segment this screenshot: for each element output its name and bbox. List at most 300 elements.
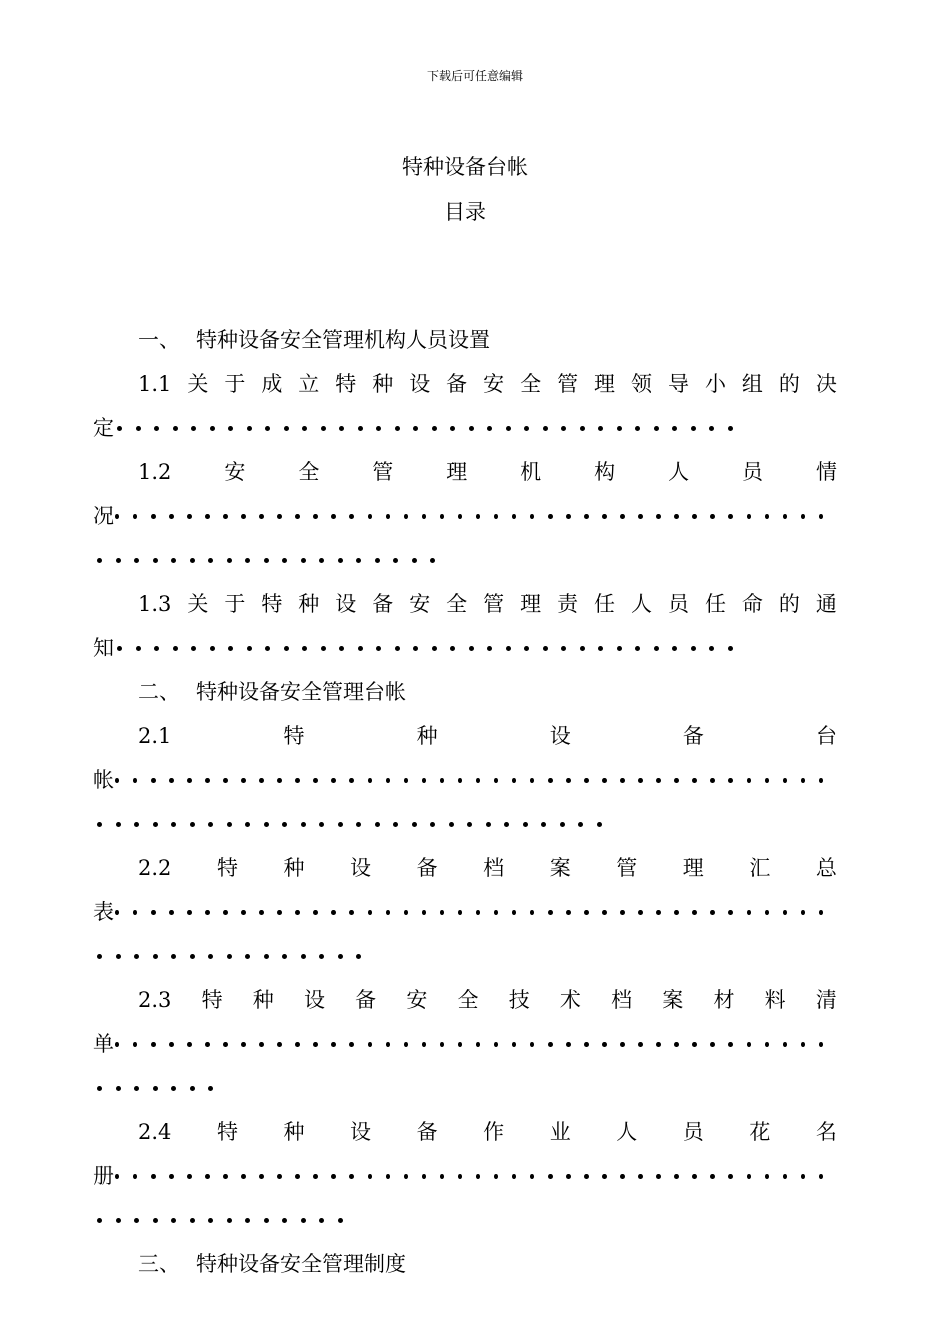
leader-dot xyxy=(548,514,553,519)
toc-section-title: 特种设备安全管理台帐 xyxy=(196,680,406,704)
leader-dot xyxy=(656,1042,661,1047)
leader-dot xyxy=(580,646,585,651)
leader-dot xyxy=(602,910,607,915)
toc-entry-char: 管 xyxy=(557,372,579,396)
leader-dot xyxy=(530,1042,535,1047)
leader-dot xyxy=(783,1174,788,1179)
toc-entry-leader-line xyxy=(93,1022,837,1066)
leader-dot xyxy=(469,426,474,431)
leader-dot xyxy=(476,1174,481,1179)
leader-dot xyxy=(432,426,437,431)
leader-dot xyxy=(115,1042,120,1047)
leader-dot xyxy=(620,514,625,519)
leader-dot xyxy=(692,1174,697,1179)
leader-dot xyxy=(331,778,336,783)
leader-dot xyxy=(116,558,121,563)
toc-entry-char: 种 xyxy=(416,724,438,748)
leader-dot xyxy=(654,646,659,651)
leader-dot xyxy=(210,426,215,431)
leader-dot xyxy=(208,1218,213,1223)
toc-entry-char: 特 xyxy=(283,724,305,748)
leader-dot xyxy=(819,1174,824,1179)
leader-dot xyxy=(584,778,589,783)
leader-dot xyxy=(635,646,640,651)
leader-dot xyxy=(458,778,463,783)
leader-dot xyxy=(241,778,246,783)
leader-dot xyxy=(321,646,326,651)
toc-entry-number: 2.4 xyxy=(138,1120,172,1144)
leader-dot xyxy=(819,910,824,915)
leader-dot xyxy=(133,910,138,915)
leader-dot xyxy=(368,910,373,915)
leader-dot xyxy=(487,646,492,651)
leader-dot xyxy=(449,822,454,827)
toc-section[interactable] xyxy=(93,1242,837,1286)
toc-entry-char: 责 xyxy=(557,592,579,616)
leader-dot xyxy=(368,514,373,519)
leader-dot xyxy=(134,954,139,959)
leader-dot xyxy=(440,1042,445,1047)
toc-entry-char: 设 xyxy=(350,1120,372,1144)
leader-dot xyxy=(801,514,806,519)
toc-entry-char: 的 xyxy=(778,372,800,396)
toc-entry-char: 理 xyxy=(594,372,616,396)
toc-entry-char: 理 xyxy=(520,592,542,616)
toc-entry[interactable] xyxy=(93,450,837,582)
leader-dot xyxy=(97,558,102,563)
leader-dot xyxy=(358,646,363,651)
toc-entry-char: 备 xyxy=(682,724,704,748)
leader-dot xyxy=(801,1174,806,1179)
leader-dot xyxy=(440,1174,445,1179)
leader-dot xyxy=(494,778,499,783)
toc-entry-number: 2.1 xyxy=(138,724,172,748)
toc-entry-char: 全 xyxy=(446,592,468,616)
leader-dot xyxy=(710,778,715,783)
leader-dot xyxy=(783,1042,788,1047)
leader-dot xyxy=(584,910,589,915)
leader-dot xyxy=(524,646,529,651)
leader-dot xyxy=(710,1042,715,1047)
leader-dot xyxy=(404,514,409,519)
toc-entry-title-line xyxy=(93,978,837,1022)
toc-entry-leader-line xyxy=(93,494,837,538)
leader-dot xyxy=(338,954,343,959)
leader-dot xyxy=(430,822,435,827)
toc-section[interactable] xyxy=(93,670,837,714)
leader-dot xyxy=(356,558,361,563)
leader-dot xyxy=(747,514,752,519)
leader-dot xyxy=(584,514,589,519)
leader-dot xyxy=(205,778,210,783)
leader-dot xyxy=(356,954,361,959)
leader-dot xyxy=(728,1042,733,1047)
leader-dot xyxy=(404,910,409,915)
leader-dot xyxy=(765,910,770,915)
leader-dot xyxy=(241,514,246,519)
leader-dot xyxy=(154,646,159,651)
leader-dot xyxy=(301,558,306,563)
toc-section[interactable] xyxy=(93,318,837,362)
leader-dot xyxy=(349,778,354,783)
toc-entry-char: 理 xyxy=(682,856,704,880)
leader-dot xyxy=(801,1042,806,1047)
leader-dot xyxy=(458,1042,463,1047)
leader-dot xyxy=(282,822,287,827)
leader-dot xyxy=(151,1174,156,1179)
leader-dot xyxy=(265,426,270,431)
toc-entry-number: 1.3 xyxy=(138,592,172,616)
toc-section-number: 二、 xyxy=(138,680,180,704)
toc-entry-char: 设 xyxy=(303,988,325,1012)
leader-dot xyxy=(284,646,289,651)
leader-dot xyxy=(331,1042,336,1047)
leader-dot xyxy=(319,1218,324,1223)
leader-dot xyxy=(376,646,381,651)
leader-dot xyxy=(331,514,336,519)
leader-dot xyxy=(458,910,463,915)
leader-dot xyxy=(566,514,571,519)
leader-dot xyxy=(208,1086,213,1091)
leader-dot xyxy=(282,1218,287,1223)
leader-dot xyxy=(259,514,264,519)
leader-dot xyxy=(171,1218,176,1223)
leader-dot xyxy=(295,910,300,915)
toc-entry[interactable] xyxy=(93,978,837,1110)
toc-entry[interactable] xyxy=(93,714,837,846)
leader-dot xyxy=(422,910,427,915)
toc-entry-char: 机 xyxy=(520,460,542,484)
leader-dot xyxy=(530,910,535,915)
toc-entry-title-line xyxy=(93,450,837,494)
leader-dot xyxy=(620,1174,625,1179)
toc-entry-char: 人 xyxy=(668,460,690,484)
leader-dot xyxy=(205,514,210,519)
leader-dot xyxy=(765,778,770,783)
toc-entry-char: 设 xyxy=(549,724,571,748)
toc-entry-char: 通 xyxy=(815,592,837,616)
leader-dot xyxy=(524,426,529,431)
toc-entry-char: 于 xyxy=(224,372,246,396)
leader-dot xyxy=(422,778,427,783)
leader-dot xyxy=(656,778,661,783)
leader-dot xyxy=(228,426,233,431)
leader-dot xyxy=(247,426,252,431)
toc-heading: 目录 xyxy=(444,200,486,224)
toc-entry-char: 立 xyxy=(298,372,320,396)
leader-dot xyxy=(638,1174,643,1179)
toc-entry-char: 清 xyxy=(815,988,837,1012)
leader-dot xyxy=(412,558,417,563)
leader-dot xyxy=(386,514,391,519)
leader-dot xyxy=(728,778,733,783)
leader-dot xyxy=(674,1174,679,1179)
leader-dot xyxy=(302,646,307,651)
leader-dot xyxy=(598,426,603,431)
leader-dot xyxy=(783,514,788,519)
leader-dot xyxy=(602,1042,607,1047)
leader-dot xyxy=(450,426,455,431)
toc-entry-char: 构 xyxy=(594,460,616,484)
leader-dot xyxy=(349,514,354,519)
leader-dot xyxy=(654,426,659,431)
toc-section-number: 一、 xyxy=(138,328,180,352)
leader-dot xyxy=(494,514,499,519)
leader-dot xyxy=(153,558,158,563)
toc-entry-char: 材 xyxy=(713,988,735,1012)
leader-dot xyxy=(728,514,733,519)
leader-dot xyxy=(338,1218,343,1223)
leader-dot xyxy=(692,514,697,519)
toc-entry-char: 领 xyxy=(631,372,652,396)
toc-entry[interactable] xyxy=(93,362,837,450)
toc-entry-tail-char: 知 xyxy=(93,636,114,660)
leader-dot xyxy=(404,778,409,783)
leader-dot xyxy=(223,514,228,519)
toc-entry-char: 全 xyxy=(457,988,479,1012)
leader-dot xyxy=(171,954,176,959)
toc-entry-char: 备 xyxy=(416,1120,438,1144)
leader-dot xyxy=(117,646,122,651)
leader-dot xyxy=(277,778,282,783)
leader-dot xyxy=(393,558,398,563)
leader-dot xyxy=(134,558,139,563)
leader-dot xyxy=(512,1042,517,1047)
toc-entry-char: 管 xyxy=(616,856,638,880)
leader-dot xyxy=(710,1174,715,1179)
toc-entry-char: 种 xyxy=(283,1120,305,1144)
toc-entry-char: 术 xyxy=(559,988,581,1012)
leader-dot xyxy=(635,426,640,431)
leader-dot xyxy=(97,1218,102,1223)
leader-dot xyxy=(432,646,437,651)
toc-entry-title-line xyxy=(93,362,837,406)
toc-entry-char: 人 xyxy=(616,1120,638,1144)
toc-entry-leader-continuation xyxy=(93,934,837,978)
leader-dot xyxy=(561,426,566,431)
leader-dot xyxy=(205,910,210,915)
leader-dot xyxy=(674,1042,679,1047)
leader-dot xyxy=(116,1086,121,1091)
toc-entry-char: 特 xyxy=(261,592,283,616)
leader-dot xyxy=(386,1174,391,1179)
leader-dot xyxy=(486,822,491,827)
leader-dot xyxy=(692,778,697,783)
leader-dot xyxy=(506,646,511,651)
leader-dot xyxy=(169,910,174,915)
leader-dot xyxy=(620,1042,625,1047)
toc-entry-char: 种 xyxy=(372,372,394,396)
toc-entry-char: 情 xyxy=(815,460,837,484)
leader-dot xyxy=(171,1086,176,1091)
toc-entry-char: 关 xyxy=(187,592,209,616)
toc-entry-char: 安 xyxy=(224,460,246,484)
leader-dot xyxy=(319,558,324,563)
toc-entry-char: 组 xyxy=(741,372,763,396)
leader-dot xyxy=(530,514,535,519)
leader-dot xyxy=(494,1042,499,1047)
leader-dot xyxy=(171,822,176,827)
leader-dot xyxy=(548,1042,553,1047)
leader-dot xyxy=(227,558,232,563)
leader-dot xyxy=(169,514,174,519)
leader-dot xyxy=(710,910,715,915)
toc-entry-title-line xyxy=(93,846,837,890)
toc-entry-leader-continuation xyxy=(93,1198,837,1242)
toc-entry-char: 特 xyxy=(201,988,223,1012)
leader-dot xyxy=(187,778,192,783)
leader-dot xyxy=(422,514,427,519)
leader-dot xyxy=(169,1174,174,1179)
leader-dot xyxy=(523,822,528,827)
leader-dot xyxy=(728,910,733,915)
leader-dot xyxy=(728,1174,733,1179)
leader-dot xyxy=(264,954,269,959)
leader-dot xyxy=(597,822,602,827)
leader-dot xyxy=(264,558,269,563)
leader-dot xyxy=(504,822,509,827)
leader-dot xyxy=(259,1042,264,1047)
leader-dot xyxy=(375,822,380,827)
leader-dot xyxy=(356,822,361,827)
leader-dot xyxy=(153,822,158,827)
leader-dot xyxy=(227,822,232,827)
leader-dot xyxy=(413,426,418,431)
leader-dot xyxy=(282,558,287,563)
leader-dot xyxy=(765,1042,770,1047)
leader-dot xyxy=(154,426,159,431)
leader-dot xyxy=(277,514,282,519)
leader-dot xyxy=(116,822,121,827)
toc-entry-char: 汇 xyxy=(749,856,771,880)
leader-dot xyxy=(440,778,445,783)
leader-dot xyxy=(205,1042,210,1047)
toc-entry[interactable] xyxy=(93,846,837,978)
leader-dot xyxy=(277,1174,282,1179)
leader-dot xyxy=(319,822,324,827)
leader-dot xyxy=(338,822,343,827)
leader-dot xyxy=(208,822,213,827)
toc-entry-char: 关 xyxy=(187,372,209,396)
leader-dot xyxy=(339,646,344,651)
toc-entry-char: 于 xyxy=(224,592,246,616)
toc-entry-char: 的 xyxy=(778,592,800,616)
leader-dot xyxy=(277,910,282,915)
leader-dot xyxy=(638,910,643,915)
leader-dot xyxy=(116,954,121,959)
leader-dot xyxy=(133,778,138,783)
toc-entry-title-line xyxy=(93,1110,837,1154)
toc-entry-char: 全 xyxy=(298,460,320,484)
leader-dot xyxy=(153,1218,158,1223)
leader-dot xyxy=(282,954,287,959)
leader-dot xyxy=(620,910,625,915)
leader-dot xyxy=(422,1042,427,1047)
leader-dot xyxy=(245,954,250,959)
toc-entry-char: 理 xyxy=(446,460,468,484)
leader-dot xyxy=(617,426,622,431)
leader-dot xyxy=(295,1174,300,1179)
toc-section-title: 特种设备安全管理制度 xyxy=(196,1252,406,1276)
leader-dot xyxy=(512,514,517,519)
leader-dot xyxy=(543,646,548,651)
leader-dot xyxy=(223,910,228,915)
leader-dot xyxy=(187,910,192,915)
leader-dot xyxy=(386,1042,391,1047)
leader-dot xyxy=(393,822,398,827)
leader-dot xyxy=(265,646,270,651)
leader-dot xyxy=(134,1218,139,1223)
leader-dot xyxy=(151,514,156,519)
leader-dot xyxy=(301,1218,306,1223)
toc-entry-leader-continuation xyxy=(93,802,837,846)
leader-dot xyxy=(440,910,445,915)
leader-dot xyxy=(151,1042,156,1047)
leader-dot xyxy=(819,778,824,783)
leader-dot xyxy=(422,1174,427,1179)
leader-dot xyxy=(313,778,318,783)
leader-dot xyxy=(765,514,770,519)
leader-dot xyxy=(620,778,625,783)
leader-dot xyxy=(208,558,213,563)
toc-entry-tail-char: 帐 xyxy=(93,768,114,792)
leader-dot xyxy=(692,910,697,915)
leader-dot xyxy=(404,1042,409,1047)
leader-dot xyxy=(674,778,679,783)
leader-dot xyxy=(506,426,511,431)
leader-dot xyxy=(349,1042,354,1047)
leader-dot xyxy=(560,822,565,827)
leader-dot xyxy=(247,646,252,651)
leader-dot xyxy=(476,778,481,783)
toc-entry-char: 决 xyxy=(815,372,837,396)
toc-entry-char: 员 xyxy=(742,460,764,484)
leader-dot xyxy=(386,778,391,783)
leader-dot xyxy=(97,822,102,827)
leader-dot xyxy=(190,822,195,827)
leader-dot xyxy=(259,910,264,915)
leader-dot xyxy=(710,514,715,519)
leader-dot xyxy=(321,426,326,431)
leader-dot xyxy=(602,514,607,519)
toc-entry-leader-line xyxy=(93,758,837,802)
leader-dot xyxy=(187,1042,192,1047)
leader-dot xyxy=(430,558,435,563)
toc-entry[interactable] xyxy=(93,1110,837,1242)
leader-dot xyxy=(169,1042,174,1047)
toc-entry-leader-continuation xyxy=(93,538,837,582)
leader-dot xyxy=(190,1086,195,1091)
leader-dot xyxy=(747,1174,752,1179)
leader-dot xyxy=(602,1174,607,1179)
leader-dot xyxy=(173,646,178,651)
leader-dot xyxy=(153,1086,158,1091)
leader-dot xyxy=(691,646,696,651)
toc-entry-char: 安 xyxy=(483,372,505,396)
leader-dot xyxy=(190,558,195,563)
toc-entry[interactable] xyxy=(93,582,837,670)
toc-entry-char: 档 xyxy=(483,856,505,880)
toc-entry-char: 安 xyxy=(409,592,431,616)
leader-dot xyxy=(223,1042,228,1047)
leader-dot xyxy=(368,778,373,783)
leader-dot xyxy=(331,1174,336,1179)
leader-dot xyxy=(728,646,733,651)
leader-dot xyxy=(241,1042,246,1047)
leader-dot xyxy=(566,778,571,783)
toc-entry-char: 导 xyxy=(667,372,689,396)
leader-dot xyxy=(187,1174,192,1179)
